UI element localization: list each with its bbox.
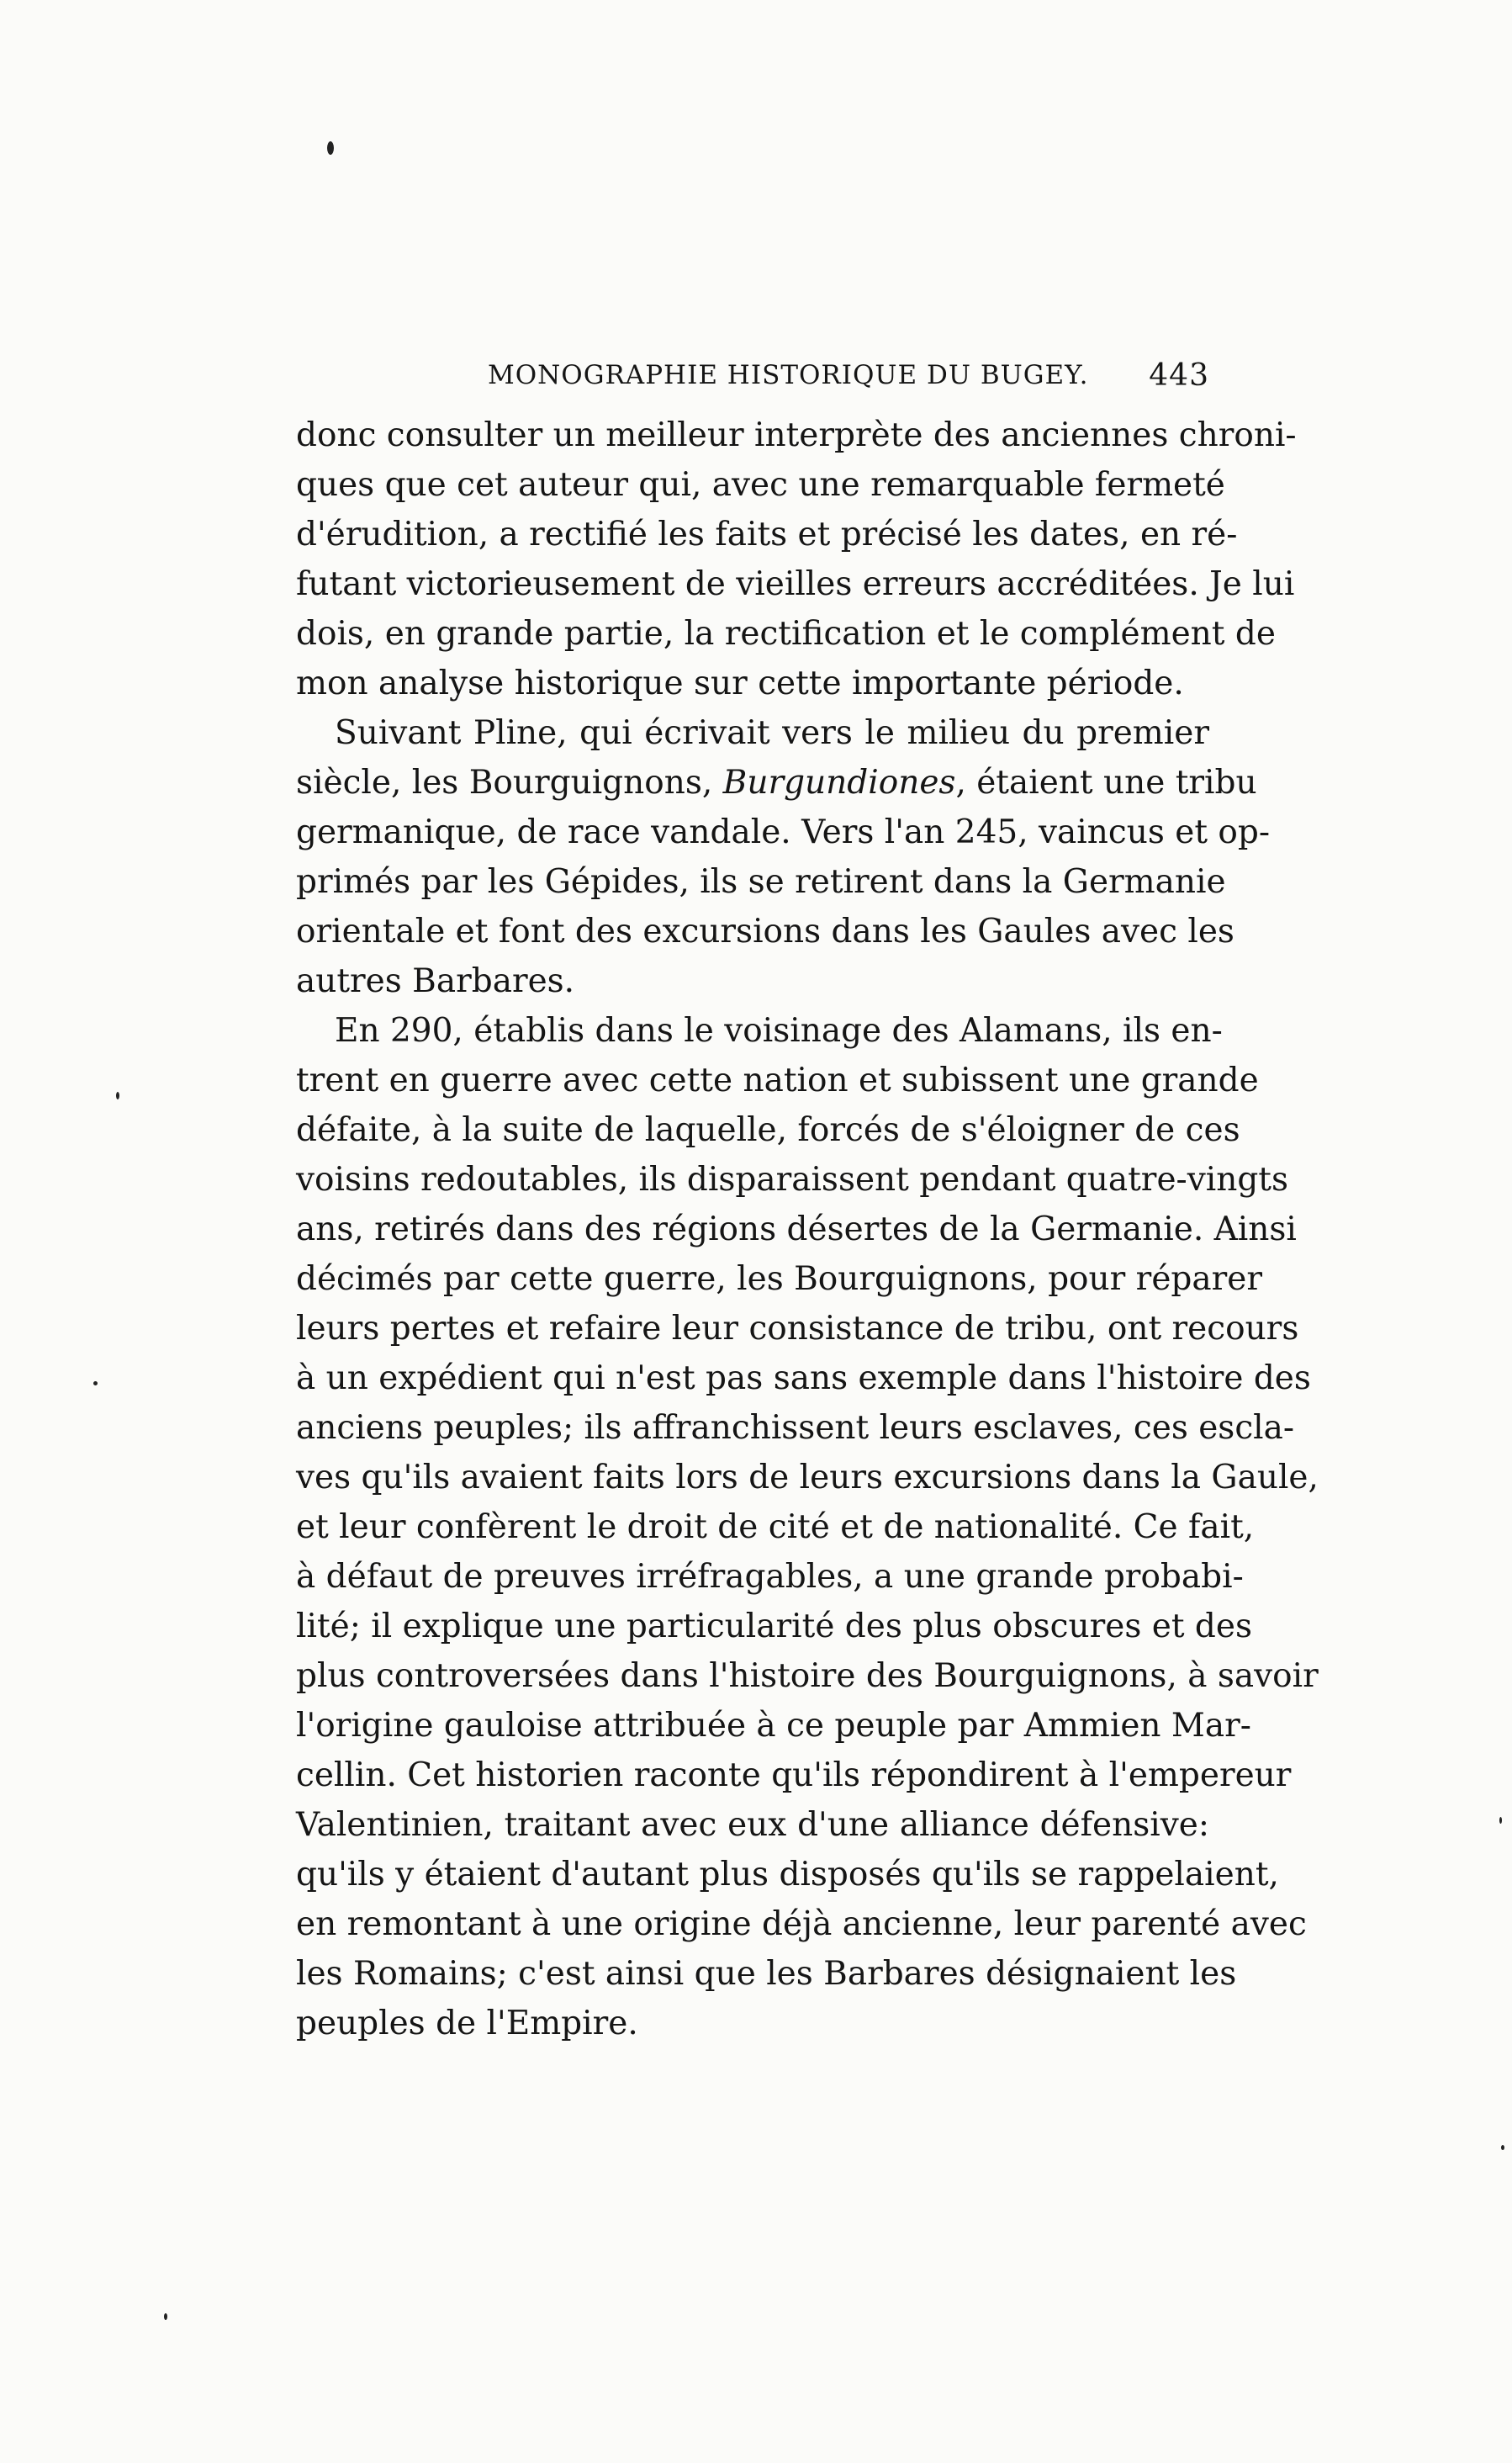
body-text (296, 410, 1319, 2048)
text-line: qu'ils y étaient d'autant plus disposés qu'ils se rappelaient, (296, 1856, 1279, 1894)
ink-speck (164, 2313, 167, 2320)
text-line: et leur confèrent le droit de cité et de nationalité. Ce fait, (296, 1508, 1255, 1546)
text-line: dois, en grande partie, la rectification et le complément de (296, 615, 1276, 653)
text-line: en remontant à une origine déjà ancienne, leur parenté avec (296, 1905, 1307, 1943)
text-line: germanique, de race vandale. Vers l'an 245, vaincus et op- (296, 813, 1271, 851)
text-line: ans, retirés dans des régions désertes de la Germanie. Ainsi (296, 1210, 1297, 1248)
text-line: défaite, à la suite de laquelle, forcés de s'éloigner de ces (296, 1111, 1240, 1149)
text-line: cellin. Cet historien raconte qu'ils répondirent à l'empereur (296, 1756, 1292, 1794)
ink-speck (116, 1092, 119, 1099)
text-line: autres Barbares. (296, 962, 575, 1000)
text-line: Valentinien, traitant avec eux d'une alliance défensive: (296, 1806, 1209, 1844)
italic-term: Burgundiones (722, 764, 956, 802)
text-line: Suivant Pline, qui écrivait vers le milieu du premier (335, 714, 1209, 752)
text-line: primés par les Gépides, ils se retirent dans la Germanie (296, 863, 1226, 901)
text-line: à un expédient qui n'est pas sans exemple dans l'histoire des (296, 1359, 1311, 1397)
text-line: ves qu'ils avaient faits lors de leurs excursions dans la Gaule, (296, 1459, 1319, 1496)
text-line: plus controversées dans l'histoire des Bourguignons, à savoir (296, 1657, 1319, 1695)
text-line: les Romains; c'est ainsi que les Barbares désignaient les (296, 1955, 1237, 1993)
text-line: futant victorieusement de vieilles erreurs accréditées. Je lui (296, 565, 1295, 603)
running-title: MONOGRAPHIE HISTORIQUE DU BUGEY. (488, 360, 1089, 390)
text-line: trent en guerre avec cette nation et subissent une grande (296, 1062, 1259, 1099)
text-line: décimés par cette guerre, les Bourguignons, pour réparer (296, 1260, 1262, 1298)
text-line: ques que cet auteur qui, avec une remarquable fermeté (296, 466, 1225, 504)
text-line: leurs pertes et refaire leur consistance de tribu, ont recours (296, 1310, 1299, 1348)
text-line: peuples de l'Empire. (296, 2005, 638, 2042)
text-line-with-italic (296, 758, 1257, 808)
line-start: siècle, les Bourguignons, (296, 764, 723, 802)
text-line: lité; il explique une particularité des plus obscures et des (296, 1608, 1252, 1645)
text-line: d'érudition, a rectifié les faits et précisé les dates, en ré- (296, 516, 1238, 554)
text-line: l'origine gauloise attribuée à ce peuple par Ammien Mar- (296, 1707, 1251, 1745)
ink-speck (327, 141, 334, 155)
ink-speck (93, 1381, 98, 1385)
ink-speck (1501, 2145, 1504, 2150)
page-number: 443 (1149, 358, 1209, 393)
text-line: En 290, établis dans le voisinage des Alamans, ils en- (335, 1012, 1223, 1050)
text-line: orientale et font des excursions dans les Gaules avec les (296, 913, 1234, 951)
text-line: mon analyse historique sur cette importante période. (296, 665, 1184, 702)
text-line: anciens peuples; ils affranchissent leurs esclaves, ces escla- (296, 1409, 1295, 1447)
page-header (488, 360, 1209, 402)
ink-speck (1499, 1817, 1502, 1824)
line-end: , étaient une tribu (955, 764, 1257, 802)
text-line: voisins redoutables, ils disparaissent pendant quatre-vingts (296, 1161, 1288, 1199)
text-line: à défaut de preuves irréfragables, a une grande probabi- (296, 1558, 1244, 1596)
text-line: donc consulter un meilleur interprète des anciennes chroni- (296, 416, 1297, 454)
